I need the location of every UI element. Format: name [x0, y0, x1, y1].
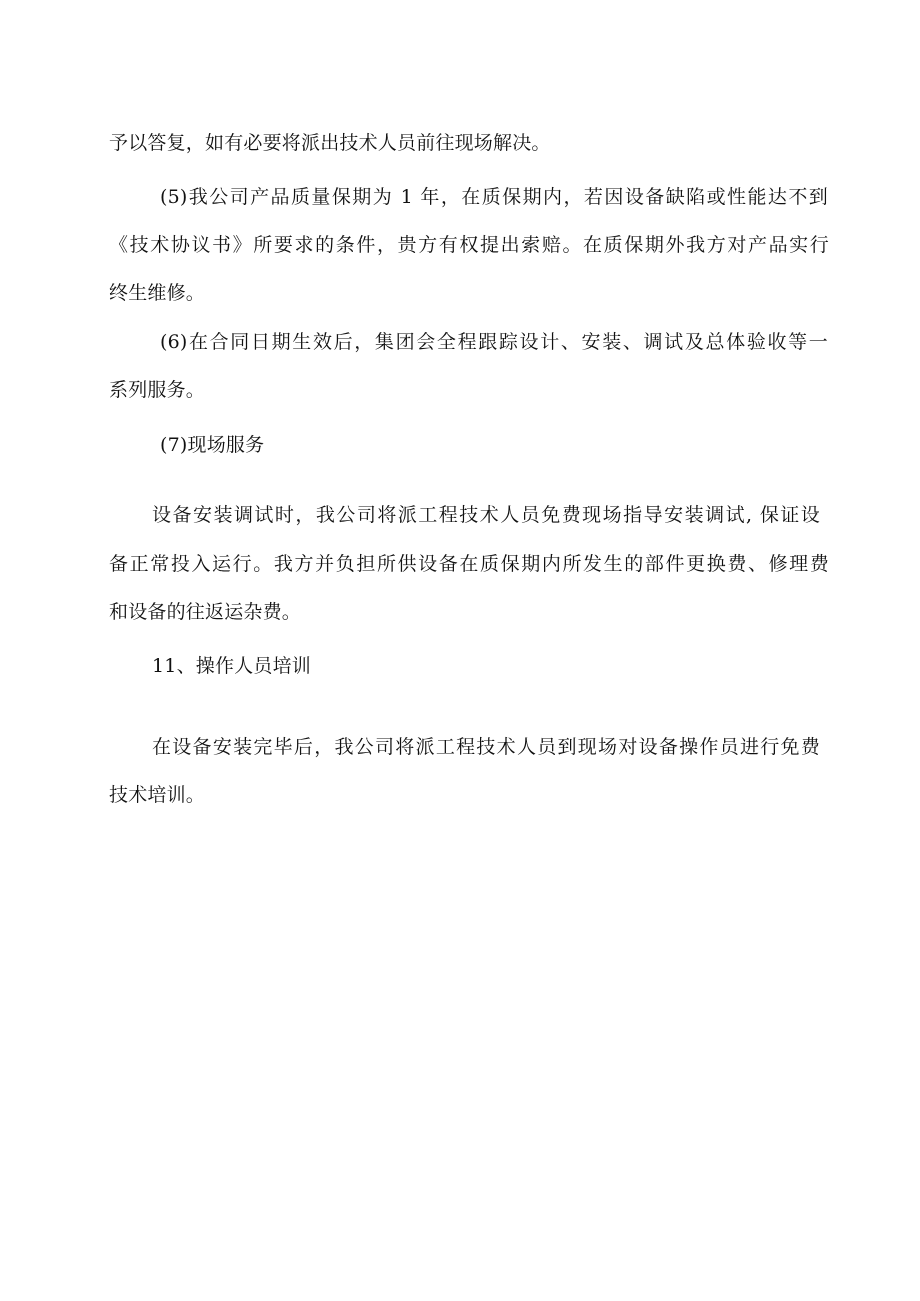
section-heading: (7)现场服务	[160, 434, 265, 456]
paragraph-line: 技术培训。	[109, 784, 206, 806]
section-heading: 11、操作人员培训	[152, 655, 311, 677]
paragraph-line: 予以答复，如有必要将派出技术人员前往现场解决。	[109, 132, 551, 154]
paragraph-line: 系列服务。	[109, 379, 206, 401]
paragraph-line: 和设备的往返运杂费。	[109, 601, 302, 623]
paragraph-line: 备正常投入运行。我方并负担所供设备在质保期内所发生的部件更换费、修理费	[109, 553, 829, 575]
paragraph-line: 终生维修。	[109, 282, 206, 304]
paragraph-line: 《技术协议书》所要求的条件，贵方有权提出索赔。在质保期外我方对产品实行	[109, 234, 829, 256]
paragraph-line: 在设备安装完毕后，我公司将派工程技术人员到现场对设备操作员进行免费	[152, 736, 820, 758]
paragraph-line: (6)在合同日期生效后，集团会全程跟踪设计、安装、调试及总体验收等一	[160, 331, 828, 353]
paragraph-line: (5)我公司产品质量保期为 1 年，在质保期内，若因设备缺陷或性能达不到	[160, 186, 828, 208]
paragraph-line: 设备安装调试时，我公司将派工程技术人员免费现场指导安装调试, 保证设	[152, 504, 820, 526]
